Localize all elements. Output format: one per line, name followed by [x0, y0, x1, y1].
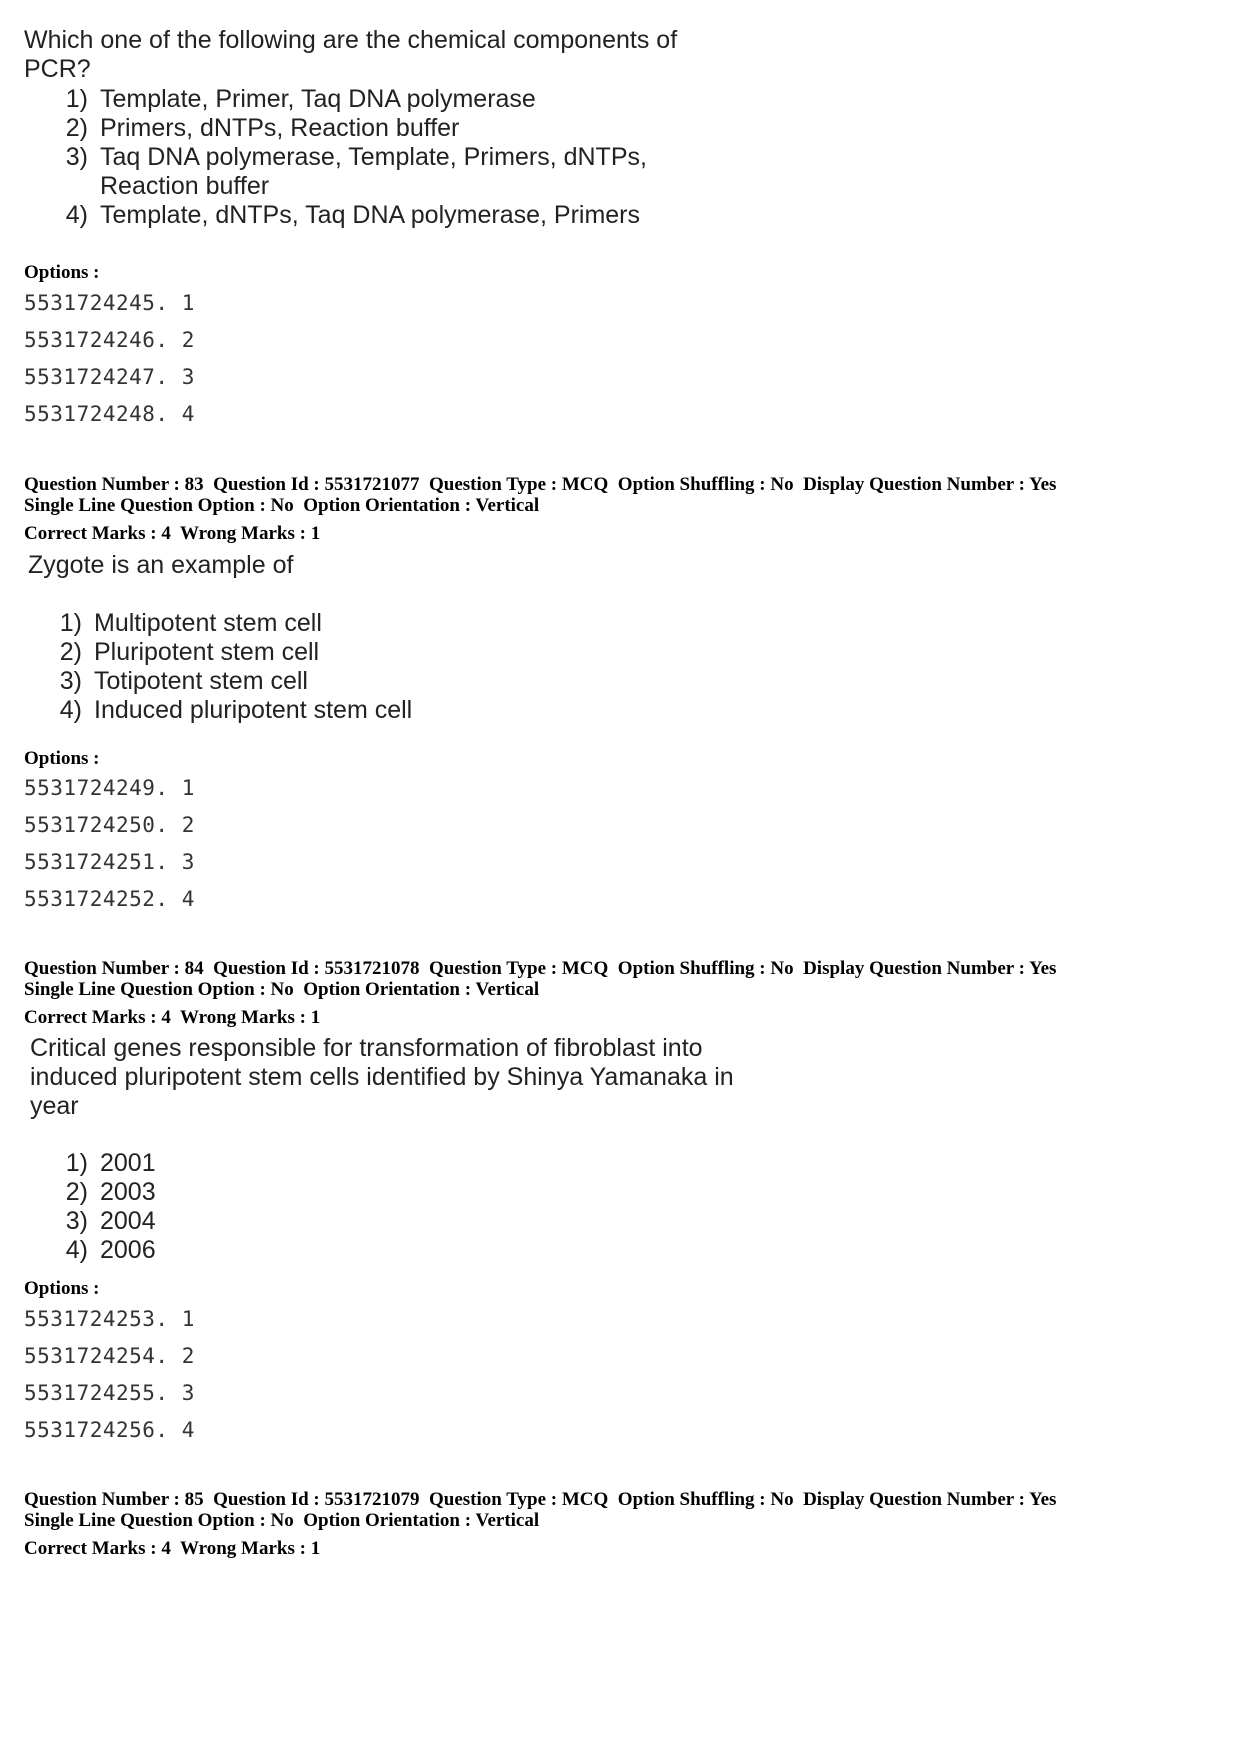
choice-text: Primers, dNTPs, Reaction buffer: [100, 114, 460, 142]
choice-list: [46, 1149, 764, 1265]
option-id-list: [24, 285, 195, 433]
question-image: [24, 26, 714, 230]
question-stem: Critical genes responsible for transformation of fibroblast into induced pluripotent stem cells identified by Shinya Yamanaka in year: [30, 1034, 734, 1120]
choice-item: [46, 1178, 764, 1207]
question-meta: [24, 958, 1056, 1000]
option-id-row: 5531724252. 4: [24, 887, 195, 911]
choice-number: 1): [65, 1149, 88, 1177]
choice-text: 2001: [100, 1149, 156, 1177]
choice-item: [46, 85, 714, 114]
choice-item: [40, 609, 714, 638]
option-id-row: 5531724251. 3: [24, 850, 195, 874]
choice-item: [46, 1207, 764, 1236]
question-stem: Zygote is an example of: [28, 551, 294, 579]
option-id-row: 5531724253. 1: [24, 1307, 195, 1331]
choice-number: 4): [65, 201, 88, 229]
choice-number: 3): [65, 1207, 88, 1235]
question-meta-line: Question Number : 85 Question Id : 5531721079 Question Type : MCQ Option Shuffling : No Display Question Number : Yes: [24, 1489, 1057, 1510]
choice-list: [40, 609, 714, 725]
choice-number: 1): [65, 85, 88, 113]
choice-number: 3): [65, 143, 88, 171]
choice-number: 2): [59, 638, 82, 666]
choice-number: 1): [59, 609, 82, 637]
choice-item: [46, 1149, 764, 1178]
choice-item: [40, 667, 714, 696]
choice-number: 2): [65, 114, 88, 142]
option-id-list: [24, 1301, 195, 1449]
choice-text: Template, dNTPs, Taq DNA polymerase, Primers: [100, 201, 641, 229]
choice-number: 4): [59, 696, 82, 724]
options-label: Options :: [24, 1278, 100, 1299]
question-stem: Which one of the following are the chemical components of PCR?: [24, 26, 678, 83]
choice-item: [46, 143, 714, 201]
choice-item: [46, 201, 714, 230]
marks-line: Correct Marks : 4 Wrong Marks : 1: [24, 1538, 321, 1559]
choice-text: Induced pluripotent stem cell: [94, 696, 413, 724]
question-meta: [24, 474, 1056, 516]
choice-number: 2): [65, 1178, 88, 1206]
choice-text: Multipotent stem cell: [94, 609, 322, 637]
question-image: [24, 1034, 764, 1265]
choice-text: 2003: [100, 1178, 156, 1206]
option-id-row: 5531724250. 2: [24, 813, 195, 837]
option-id-row: 5531724246. 2: [24, 328, 195, 352]
options-label: Options :: [24, 748, 100, 769]
choice-text: Taq DNA polymerase, Template, Primers, dNTPs, Reaction buffer: [100, 143, 647, 200]
choice-text: Template, Primer, Taq DNA polymerase: [100, 85, 536, 113]
question-meta-line: Single Line Question Option : No Option Orientation : Vertical: [24, 1510, 540, 1531]
question-meta-line: Question Number : 84 Question Id : 5531721078 Question Type : MCQ Option Shuffling : No Display Question Number : Yes: [24, 958, 1057, 979]
option-id-row: 5531724256. 4: [24, 1418, 195, 1442]
option-id-row: 5531724247. 3: [24, 365, 195, 389]
marks-line: Correct Marks : 4 Wrong Marks : 1: [24, 523, 321, 544]
option-id-row: 5531724249. 1: [24, 776, 195, 800]
question-meta: [24, 1489, 1056, 1531]
question-meta-line: Question Number : 83 Question Id : 5531721077 Question Type : MCQ Option Shuffling : No Display Question Number : Yes: [24, 474, 1057, 495]
choice-text: 2004: [100, 1207, 156, 1235]
choice-number: 3): [59, 667, 82, 695]
choice-text: Totipotent stem cell: [94, 667, 308, 695]
choice-text: Pluripotent stem cell: [94, 638, 320, 666]
choice-item: [46, 1236, 764, 1265]
choice-item: [40, 638, 714, 667]
marks-line: Correct Marks : 4 Wrong Marks : 1: [24, 1007, 321, 1028]
choice-text: 2006: [100, 1236, 156, 1264]
choice-list: [46, 85, 714, 230]
choice-item: [40, 696, 714, 725]
option-id-row: 5531724245. 1: [24, 291, 195, 315]
question-meta-line: Single Line Question Option : No Option Orientation : Vertical: [24, 979, 540, 1000]
option-id-row: 5531724255. 3: [24, 1381, 195, 1405]
question-image: [24, 551, 714, 725]
option-id-list: [24, 770, 195, 918]
option-id-row: 5531724254. 2: [24, 1344, 195, 1368]
choice-number: 4): [65, 1236, 88, 1264]
option-id-row: 5531724248. 4: [24, 402, 195, 426]
options-label: Options :: [24, 262, 100, 283]
question-meta-line: Single Line Question Option : No Option Orientation : Vertical: [24, 495, 540, 516]
choice-item: [46, 114, 714, 143]
